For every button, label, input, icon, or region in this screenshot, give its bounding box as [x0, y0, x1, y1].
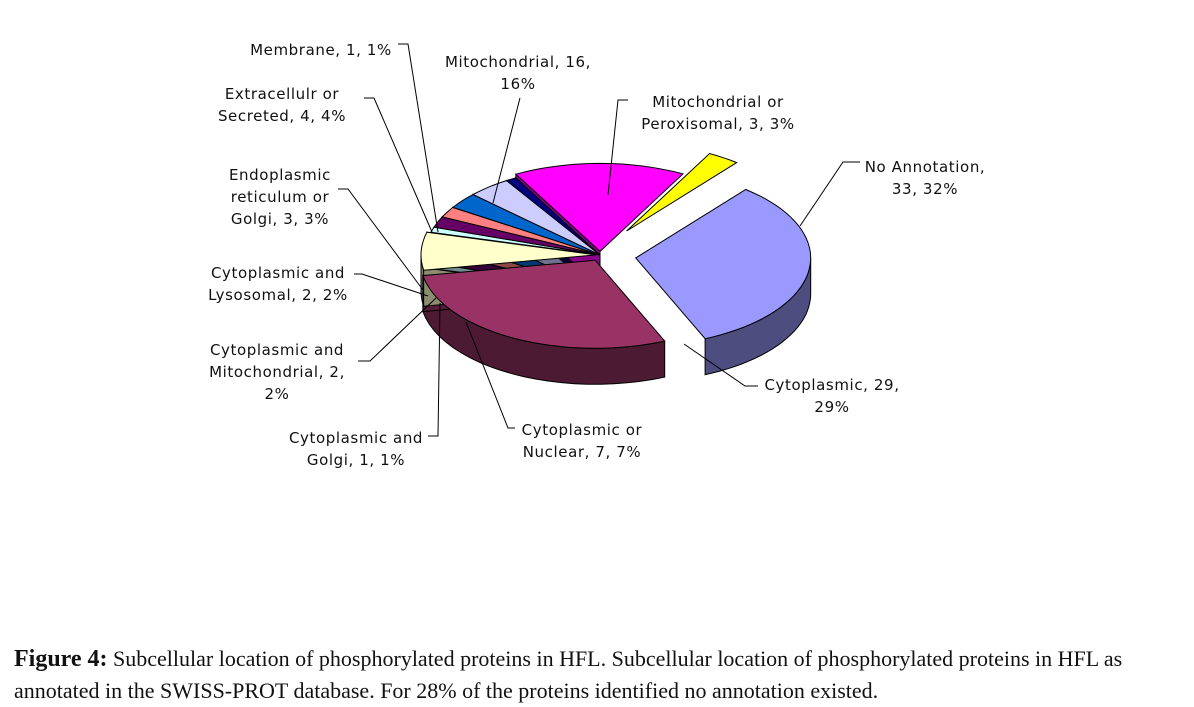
slice-label-mitochondrial-or-peroxisomal [641, 93, 795, 133]
leader-line-membrane [398, 44, 438, 232]
slice-label-membrane [250, 41, 392, 59]
slice-label-line: Extracellulr or [224, 85, 340, 103]
slice-label-mitochondrial [445, 53, 591, 93]
slice-label-line: Cytoplasmic and [209, 341, 345, 359]
pie-slices [421, 154, 811, 385]
slice-label-line: Cytoplasmic or [521, 421, 643, 439]
slice-label-no-annotation [865, 158, 986, 198]
slice-label-extracellulr-or-secreted [218, 85, 346, 125]
slice-label-line: Secreted, 4, 4% [217, 107, 347, 125]
slice-label-line: reticulum or [230, 188, 330, 206]
slice-label-line: 33, 32% [891, 180, 959, 198]
slice-label-cytoplasmic-and-lysosomal [208, 264, 348, 304]
slice-label-line: No Annotation, [864, 158, 986, 176]
slice-label-line: Golgi, 3, 3% [230, 210, 330, 228]
caption-text: Subcellular location of phosphorylated proteins in HFL. Subcellular location of phosphorylated proteins in HFL as annotated in the SWISS-PROT database. For 28% of the proteins identified no annotation existed. [14, 646, 1123, 703]
leader-line-endoplasmic-reticulum-or-golgi [338, 189, 423, 290]
slice-label-line: 2% [264, 385, 290, 403]
slice-label-line: Lysosomal, 2, 2% [208, 286, 348, 304]
figure-caption [14, 643, 1184, 706]
slice-label-line: Nuclear, 7, 7% [522, 443, 642, 461]
slice-label-line: Mitochondrial, 16, [444, 53, 592, 71]
slice-label-line: Endoplasmic [228, 166, 332, 184]
slice-label-line: Golgi, 1, 1% [306, 451, 406, 469]
slice-label-line: Cytoplasmic and [288, 429, 424, 447]
caption-label: Figure 4: [14, 646, 108, 672]
slice-label-cytoplasmic-and-mitochondrial [209, 341, 345, 403]
slice-label-line: 16% [500, 75, 536, 93]
slice-label-line: Peroxisomal, 3, 3% [641, 115, 795, 133]
leader-line-extracellulr-or-secreted [364, 98, 432, 232]
slice-label-line: 29% [814, 398, 850, 416]
leader-line-no-annotation [800, 162, 860, 226]
slice-label-line: Membrane, 1, 1% [250, 41, 392, 59]
leader-line-cytoplasmic-and-lysosomal [354, 274, 428, 296]
slice-label-line: Mitochondrial or [652, 93, 784, 111]
slice-label-cytoplasmic-and-golgi [289, 429, 423, 469]
slice-label-cytoplasmic-or-nuclear [522, 421, 643, 461]
slice-label-cytoplasmic [764, 376, 899, 416]
slice-label-line: Cytoplasmic, 29, [764, 376, 900, 394]
slice-label-endoplasmic-reticulum-or-golgi [229, 166, 331, 228]
slice-label-line: Mitochondrial, 2, [209, 363, 345, 381]
slice-label-line: Cytoplasmic and [210, 264, 346, 282]
